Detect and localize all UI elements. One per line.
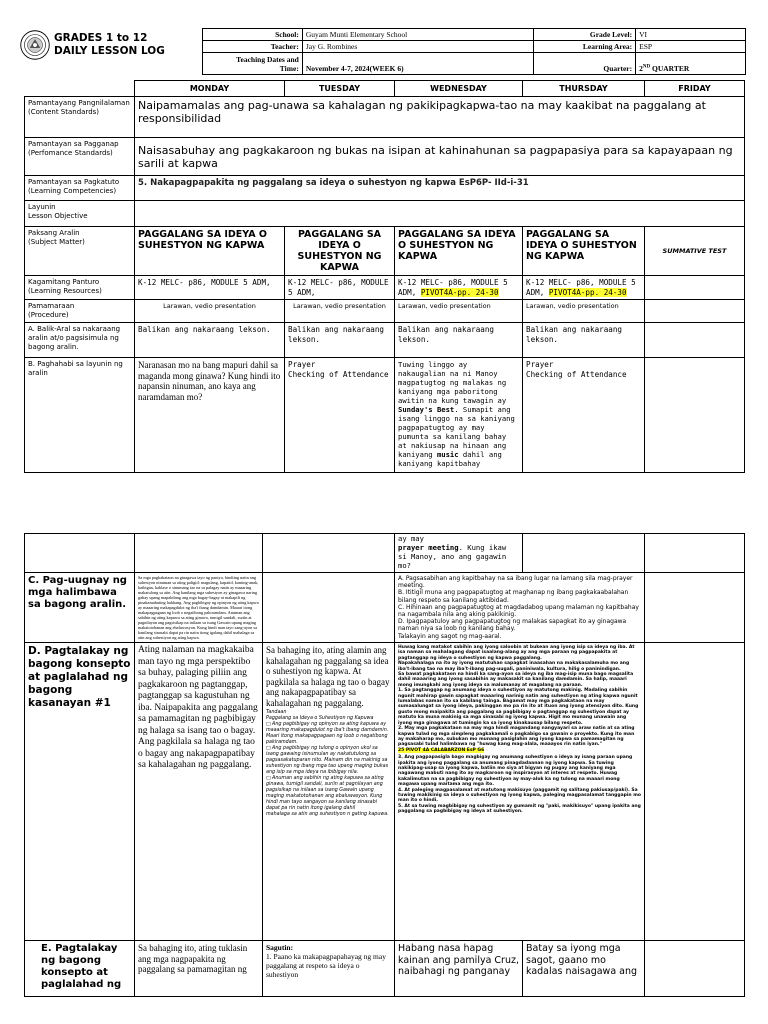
day-thursday: THURSDAY [523, 81, 645, 97]
quarter-number: 2 [639, 64, 643, 73]
subject-monday: PAGGALANG SA IDEYA O SUHESTYON NG KAPWA [135, 227, 285, 276]
cont-tuesday [263, 534, 395, 573]
subject-label [25, 227, 135, 276]
resources-wednesday-text: K-12 MELC- p86, MODULE 5 ADM, [398, 278, 508, 297]
day-tuesday: TUESDAY [285, 81, 395, 97]
purpose-thursday-attendance: Checking of Attendance [526, 369, 627, 379]
grade-value: VI [636, 29, 746, 41]
day-monday: MONDAY [135, 81, 285, 97]
dates-label-line-2: Time: [279, 63, 299, 73]
corner-cell [25, 81, 135, 97]
procedure-wednesday: Larawan, vedio presentation [395, 300, 523, 323]
area-label: Learning Area: [534, 41, 636, 53]
purpose-wednesday [395, 358, 523, 473]
resources-friday [645, 276, 745, 300]
day-wednesday: WEDNESDAY [395, 81, 523, 97]
procedure-tuesday: Larawan, vedio presentation [285, 300, 395, 323]
subject-sub: (Subject Matter) [28, 238, 85, 246]
resources-title: Kagamitang Panturo [28, 278, 100, 286]
dates-label-line-1: Teaching Dates and [236, 54, 299, 64]
lesson-table-page1 [24, 80, 745, 473]
procedure-label [25, 300, 135, 323]
d-tuesday-intro: Sa bahaging ito, ating alamin ang kahalagahan ng paggalang sa idea o suhestiyon ng kapwa. At pagkilala sa halaga ng tao o bagay ang nakapagpapatibay sa kahalagahan ng paggalang. [266, 645, 390, 708]
subject-thursday: PAGGALANG SA IDEYA O SUHESTYON NG KAPWA [523, 227, 645, 276]
quarter-word: QUARTER [650, 64, 690, 73]
e-monday: Sa bahaging ito, ating tuklasin ang mga nagpapakita ng paggalang sa pamamagitan ng [135, 941, 263, 997]
content-standards-text: Naipamamalas ang pag-unawa sa kahalagan ng pakikipagkapwa-tao na may kaakibat na paggalang at responsibilidad [135, 97, 745, 138]
review-label: A. Balik-Aral sa nakaraang aralin at/o pagsisimula ng bagong aralin. [25, 323, 135, 358]
cont-wednesday [395, 534, 523, 573]
purpose-monday: Naranasan mo na bang mapuri dahil sa maganda mong ginawa? Kung hindi ito napansin ninuman, ano kaya ang naramdaman mo? [135, 358, 285, 473]
c-tuesday [263, 573, 395, 643]
dates-value: November 4-7, 2024(WEEK 6) [302, 53, 534, 75]
resources-tuesday: K-12 MELC- p86, MODULE 5 ADM, [285, 276, 395, 300]
review-friday [645, 323, 745, 358]
day-friday: FRIDAY [645, 81, 745, 97]
resources-thursday-text: K-12 MELC- p86, MODULE 5 ADM, [526, 278, 636, 297]
objective-text [135, 201, 745, 227]
d-wednesday [395, 643, 645, 941]
d-tuesday-notes: Tandaan Paggalang sa Ideya o Suhestiyon ng Kapuwa □ Ang pagbibigay ng opinyon sa ating kapuwa ay maaaring makapagdulot ng iba't ibang damdamin. Maari itong makapagpagaan ng loob o negatibong pakiramdam. □ Ang pagbibigay ng tulong o opinyon ukol sa isang gawaing isinumulan ay nakatutulong sa pagsasakatuparan nito. Mainam din na makinig sa suhestiyon ng ibang mga tao upang maging bukas ang isip sa mga ideya na ibibigay nila. □ Anuman ang sabihin ng ating kapuwa sa ating ginawa, tumigil sandali, suriin at pagnilayan ang pagsisikap na inilaan sa isang Gawain upang maging makatotohanan ang ebaluwasyon. Kung hindi man tayo sangayon sa kanilang sinasabi dapat pa rin natin itong igalang dahil mahalaga sa atin ang suhestiyon n gating kapuwa. [266, 710, 389, 817]
purpose-wednesday-part5: dahil ang kaniyang kapitbahay [398, 450, 502, 468]
performance-standards-title: Pamantayan sa Pagganap [28, 140, 119, 148]
purpose-thursday-prayer: Prayer [526, 360, 554, 369]
resources-label [25, 276, 135, 300]
title-line-2: DAILY LESSON LOG [54, 45, 165, 57]
title-line-1: GRADES 1 to 12 [54, 32, 148, 44]
resources-wednesday-highlight: PIVOT4A-pp. 24-30 [420, 287, 499, 297]
content-standards-title: Pamantayang Pangnilalaman [28, 99, 130, 107]
purpose-tuesday-attendance: Checking of Attendance [288, 369, 389, 379]
e-friday [645, 941, 745, 997]
cont-wednesday-bold: prayer meeting [398, 543, 459, 552]
purpose-wednesday-bold2: music [436, 450, 459, 459]
quarter-suffix: ND [642, 64, 651, 70]
c-monday: Sa mga pagkakataon na ginagawa tayo ng paniya, hindiing natin ang suhestyon ninuman sa ating paligid: magulang, kapatid, kaming-anak, kaibigan, kaklase o sinumang tao na sa palagay natin ay maaaring makatulong sa atin. Ang kanilang mga suhestyon ay ginagawa naring gabay upang mapabilang ang mga bagay-bagay at makapili ng pinakamabuting hakbang. Ang pagbibigay ng opinyon ng ating kapwa ay maaaring makapagdulot ng iba't ibang damdamin. Maaari itong makapagpagaan ng loob o negatibong pakiramdam. Anuman ang sabihin ng ating kapuwa sa ating ginawa, tumigil sandali, suriin at pagnilayan ang pagsisikap na inilaan sa isang Gawain upang maging makatotohanan ang ebaluwasyon. Kung hindi man tayo sang-ayon sa kanilang sinasabi dapat pa rin natin itong igalang dahil mahalaga sa atin ang suhestiyon ng ating kapwa. [135, 573, 263, 643]
resources-monday: K-12 MELC- p86, MODULE 5 ADM, [135, 276, 285, 300]
cont-wednesday-line1: ay may [398, 534, 424, 543]
d-wednesday-text: Huwag kang matakot sabihin ang iyong saloobin at bukean ang iyong isip sa ideya ng iba. At isa naman sa mahalagang dapat isaalang-alang ay ang mga paraan ng pagpapakita at pagtanggap ng ideya o suhestiyon ng kapwa paggalang. Napakahalaga na ito ay iyong matutuhan sapagkat inaasahan na makakasalamuha mo ang iba't-ibang tao na may iba't-ibang pag-uugali, paniniwala, kultura, hilig o paninindigan. Sa bawat pagkakataon na hindi ka sang-ayon sa ideya ng iba mag-isip muna bago magsalita dahil maaaring ang iyong sasabihin ay makasakit sa kanilang damdamin. Sa halip, maaari mong imungkahi ang iyong ideya sa malumanay at magalang na paraan. 1. Sa pagtanggap ng anumang ideya o suhestiyon ay matutong makinig. Madaling sabihin ngunit mahirap gawin sapagkat maaaring narinig natin ang suhestiyon ng ating kapwa ngunit lumalabas naman ito sa kabilang tainga. Bagamat may mga pagkakataon na may sumasalungat sa iyong ideya, pakinggan mo pa rin ito at ituon ang iyong atensiyon dito. Kung gusto mong maipakita ang paggalang sa pagbibigay o pagtanggap ng suhestiyon dapat ay matuto ka muna makinig sa mga sinasabi ng iyong kapwa. Higit mo munang unawain ang iyong mga ginagawa at tumingin ka sa iyong kinakausap bilang respeto. 2. May mga pagkakataon na may mga hindi magandang nangyayari sa araw natin at sa ating kapwa tulad ng mga simpleng pagkakamali o pagkabigo sa gawain o proyekto. Kung ito man ay makaharap mo, subukan mo munang pasiglahin ang iyong kapwa sa pamamagitan ng pagsasabi tulad halimbawa ng "huwag kang mag-alala, maaayos rin natin iyan." [398, 645, 639, 748]
teacher-value: Jay G. Rombines [302, 41, 534, 53]
competency-label [25, 176, 135, 201]
deped-seal-icon [20, 30, 50, 60]
header-block [18, 28, 200, 78]
review-thursday: Balikan ang nakaraang lekson. [523, 323, 645, 358]
info-table [202, 28, 746, 75]
c-label: C. Pag-uugnay ng mga halimbawa sa bagong aralin. [25, 573, 135, 643]
procedure-friday [645, 300, 745, 323]
resources-thursday-highlight: PIVOT4A-pp. 24-30 [548, 287, 627, 297]
quarter-value [636, 53, 746, 75]
purpose-friday [645, 358, 745, 473]
e-tuesday-text: 1. Paano ka makapagpapahayag ng may paggalang at respeto sa ideya o suhestiyon [266, 952, 386, 979]
e-tuesday [263, 941, 395, 997]
area-value: ESP [636, 41, 746, 53]
e-wednesday: Habang nasa hapag kainan ang pamilya Cruz, naibahagi ng panganay [395, 941, 523, 997]
e-label: E. Pagtalakay ng bagong konsepto at paglalahad ng [25, 941, 135, 997]
performance-standards-label [25, 138, 135, 176]
subject-title: Paksang Aralin [28, 229, 80, 237]
competency-title: Pamantayan sa Pagkatuto [28, 178, 120, 186]
cont-thursday [523, 534, 645, 573]
lesson-table-page2 [24, 533, 745, 997]
purpose-wednesday-part4: hinaan ang kaniyang [398, 441, 507, 459]
d-tuesday [263, 643, 395, 941]
log-title [54, 32, 165, 58]
purpose-thursday [523, 358, 645, 473]
performance-standards-sub: (Perfomance Standards) [28, 149, 113, 157]
subject-wednesday: PAGGALANG SA IDEYA O SUHESTYON NG KAPWA [395, 227, 523, 276]
content-standards-label [25, 97, 135, 138]
cont-friday [645, 534, 745, 573]
competency-text: 5. Nakapagpapakita ng paggalang sa ideya o suhestyon ng kapwa EsP6P- IId-i-31 [135, 176, 745, 201]
d-label: D. Pagtalakay ng bagong konsepto at paglalahad ng bagong kasanayan #1 [25, 643, 135, 941]
review-monday: Balikan ang nakaraang lekson. [135, 323, 285, 358]
objective-title: Layunin [28, 203, 56, 211]
objective-label [25, 201, 135, 227]
grade-label: Grade Level: [534, 29, 636, 41]
resources-sub: (Learning Resources) [28, 287, 102, 295]
cont-wednesday-line2: . Kung ikaw si Manoy, ano ang gagawin mo? [398, 543, 507, 570]
purpose-tuesday [285, 358, 395, 473]
review-wednesday: Balikan ang nakaraang lekson. [395, 323, 523, 358]
procedure-title: Pamamaraan [28, 302, 75, 310]
school-label: School: [203, 29, 303, 41]
procedure-thursday: Larawan, vedio presentation [523, 300, 645, 323]
resources-wednesday [395, 276, 523, 300]
resources-thursday [523, 276, 645, 300]
objective-sub: Lesson Objective [28, 212, 88, 220]
d-wednesday-text2: 3. Ang pagpapasigla bago magbigay ng anumang suhestiyon o ideya ay isang paraan upang ipakita ang iyong paggalang sa anumang pinagdadaanan ng iyong kapwa. Sa tuwing nakikipag-usap sa iyong kapwa, batiin mo siya at bigyan ng pugay ang kaniyang mga nagawang mabuti nang ito ay magkaroon ng inspirasyon at interes at respeto. Huwag kakalimutan na sa pagbibigay ng suhestiyon ay may-alok ka ng tulong na maaari mong magawa upang maitama ang mga ito. 4. At paleging magpasalamat at matutong makisuyo (paggamit ng salitang pakiusap/paki). Sa tuwing makikinig sa ideya o suhestiyon ng iyong kapwa, paleging magpasalamat tanggapin mo man ito o hindi. 5. At sa tuwing magbibigay ng suhestiyon ay gumamit ng "paki, makikisuyo" upang ipakita ang paggalang sa pagbibigay ng ideya at suhestiyon. [398, 755, 641, 815]
purpose-label: B. Paghahabi sa layunin ng aralin [25, 358, 135, 473]
competency-sub: (Learning Competencies) [28, 187, 117, 195]
d-monday: Ating nalaman na magkakaiba man tayo ng mga perspektibo sa buhay, palaging piliin ang pagkakaroon ng pagtanggap, pagtanggap sa kagustuhan ng iba. Naipapakita ang paggalang sa pamamagitan ng pagbibigay ng halaga sa isang tao o bagay. Ang pagkilala sa halaga ng tao o bagay ang nakapagpapatibay sa kahalagahan ng paggalang. [135, 643, 263, 941]
purpose-wednesday-part3: . Sumapit ang isang linggo na sa kaniyang pagpapatugtog ay may pumunta sa kanilang bahay at nakiusap na [398, 405, 515, 450]
content-standards-sub: (Content Standards) [28, 108, 100, 116]
purpose-wednesday-part1: Tuwing linggo ay nakaugalian na ni Manoy magpatugtog ng malakas [398, 360, 498, 387]
performance-standards-text: Naisasabuhay ang pagkakaroon ng bukas na isipan at kahinahunan sa pagpapasiya para sa kapayapaan ng sarili at kapwa [135, 138, 745, 176]
c-wednesday: A. Pagsasabihan ang kapitbahay na sa ibang lugar na lamang sila mag-prayer meeting. B. Ititigil muna ang pagpapatugtog at maghanap ng ibang pagkakaabalahan bilang respeto sa kanilang aktibidad. C. Hihinaan ang pagpapatugtog at magdadabog upang malaman ng kapitbahay na nagambala nila ang aking pakikinig. D. Ipagpapatuloy ang pagpapatugtog ng malakas sapagkat ito ay ginagawa naman niya sa loob ng kanilang bahay. Talakayin ang sagot ng mag-aaral. [395, 573, 645, 643]
review-tuesday: Balikan ang nakaraang lekson. [285, 323, 395, 358]
d-wednesday-highlight: 25 PIVOT 4A CALABARZON EsP G6 [398, 747, 485, 753]
procedure-sub: (Procedure) [28, 311, 69, 319]
e-tuesday-heading: Sagutin: [266, 943, 294, 952]
purpose-wednesday-bold1: Sunday's Best [398, 405, 455, 414]
d-friday [645, 643, 745, 941]
dates-label [203, 53, 303, 75]
c-friday [645, 573, 745, 643]
cont-monday [135, 534, 263, 573]
school-value: Guyam Munti Elementary School [302, 29, 534, 41]
purpose-wednesday-part2: ng kaniyang mga paboritong awitin na kung tawagin ay [398, 378, 507, 405]
quarter-label: Quarter: [534, 53, 636, 75]
teacher-label: Teacher: [203, 41, 303, 53]
purpose-tuesday-prayer: Prayer [288, 360, 316, 369]
subject-tuesday: PAGGALANG SA IDEYA O SUHESTYON NG KAPWA [285, 227, 395, 276]
cont-label [25, 534, 135, 573]
subject-friday: SUMMATIVE TEST [645, 227, 745, 276]
e-thursday: Batay sa iyong mga sagot, gaano mo kadalas naisagawa ang [523, 941, 645, 997]
procedure-monday: Larawan, vedio presentation [135, 300, 285, 323]
